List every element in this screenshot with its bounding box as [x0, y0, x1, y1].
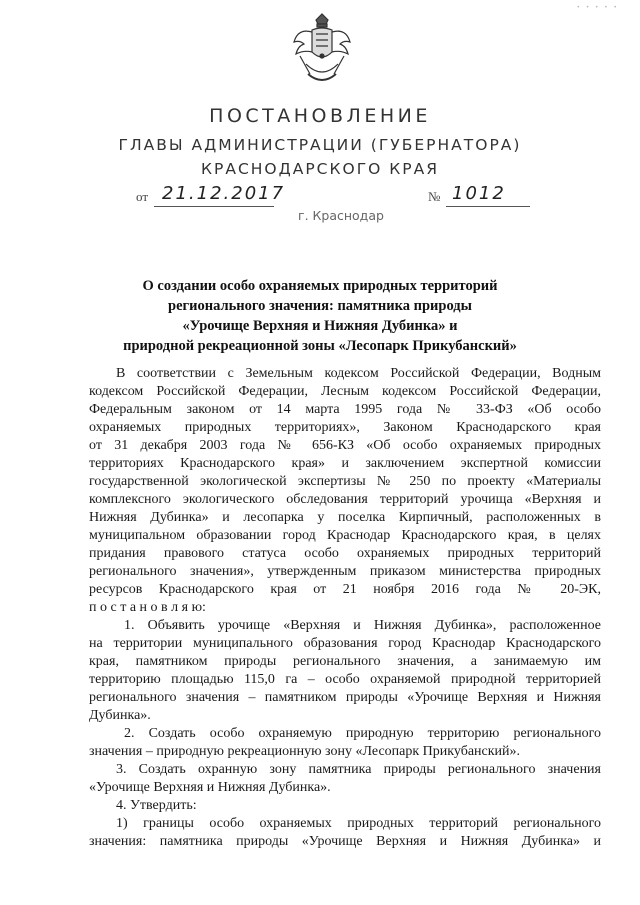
subject-line: О создании особо охраняемых природных территорий	[142, 278, 498, 294]
body-line: муниципальном образовании город Краснодар Краснодарского края, в целях	[89, 528, 601, 543]
body-line: 1. Объявить урочище «Верхняя и Нижняя Дубинка», расположенное	[124, 618, 601, 633]
body-line: регионального значения – памятником природы «Урочище Верхняя и Нижняя	[89, 690, 601, 705]
body-line: Федеральным законом от 14 марта 1995 года № 33-ФЗ «Об особо	[89, 402, 601, 417]
city-label: г. Краснодар	[298, 208, 384, 223]
document-date: 21.12.2017	[162, 183, 286, 204]
body-line: 4. Утвердить:	[116, 798, 197, 813]
body-line: охраняемых природных территориях», Законом Краснодарского края	[89, 420, 601, 435]
date-prefix: от	[136, 189, 149, 204]
coat-of-arms-emblem	[290, 12, 354, 88]
body-line: «Урочище Верхняя и Нижняя Дубинка».	[89, 780, 331, 795]
number-underline	[446, 206, 530, 207]
body-line: территориях Краснодарского края» и заключением экспертной комиссии	[89, 456, 601, 471]
body-line: на территории муниципального образования город Краснодар Краснодарского	[89, 636, 601, 651]
body-line: В соответствии с Земельным кодексом Российской Федерации, Водным	[116, 366, 601, 381]
body-line: регионального значения», утвержденным приказом министерства природных	[89, 564, 601, 579]
body-line: 1) границы особо охраняемых природных территорий регионального	[116, 816, 601, 831]
body-line: территорию площадью 115,0 га – особо охраняемой природной территорией	[89, 672, 601, 687]
number-prefix: №	[428, 189, 441, 204]
body-line: Нижняя Дубинка» и лесопарка у поселка Кирпичный, расположенных в	[89, 510, 601, 525]
body-line: 2. Создать особо охраняемую природную территорию регионального	[124, 726, 601, 741]
document-number: 1012	[452, 183, 506, 204]
body-line: Дубинка».	[89, 708, 151, 723]
corner-mark: • • • • •	[576, 4, 618, 11]
issuer-line: ГЛАВЫ АДМИНИСТРАЦИИ (ГУБЕРНАТОРА)	[118, 136, 522, 154]
body-line: края, памятником природы регионального значения, а занимаемую им	[89, 654, 601, 669]
body-line: значения: памятника природы «Урочище Верхняя и Нижняя Дубинка» и	[89, 834, 601, 849]
body-line: комплексного экологического обследования территорий урочища «Верхняя и	[89, 492, 601, 507]
body-line: п о с т а н о в л я ю:	[89, 600, 206, 615]
body-line: 3. Создать охранную зону памятника природы регионального значения	[116, 762, 601, 777]
body-line: от 31 декабря 2003 года № 656-КЗ «Об особо охраняемых природных	[89, 438, 601, 453]
body-line: придания правового статуса особо охраняемых природных территорий	[89, 546, 601, 561]
region-line: КРАСНОДАРСКОГО КРАЯ	[200, 160, 440, 178]
subject-line: природной рекреационной зоны «Лесопарк Прикубанский»	[123, 338, 517, 354]
body-line: государственной экологической экспертизы № 250 по проекту «Материалы	[89, 474, 601, 489]
body-line: кодексом Российской Федерации, Лесным кодексом Российской Федерации,	[89, 384, 601, 399]
subject-line: «Урочище Верхняя и Нижняя Дубинка» и	[182, 318, 458, 334]
subject-line: регионального значения: памятника природы	[168, 298, 472, 314]
document-type-title: ПОСТАНОВЛЕНИЕ	[209, 105, 431, 127]
body-line: значения – природную рекреационную зону «Лесопарк Прикубанский».	[89, 744, 521, 759]
body-line: ресурсов Краснодарского края от 21 ноября 2016 года № 20-ЭК,	[89, 582, 601, 597]
date-underline	[154, 206, 274, 207]
